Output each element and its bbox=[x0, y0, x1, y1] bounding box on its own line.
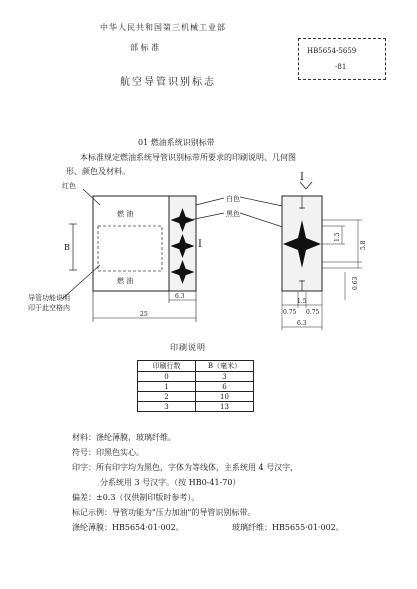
section-mark-left: I bbox=[198, 239, 202, 250]
dim-B: B bbox=[64, 243, 70, 252]
page-title: 航空导管识别标志 bbox=[120, 77, 216, 88]
footer-polyester: 涤纶薄膜：HB5654·01·002。 bbox=[72, 523, 184, 532]
standard-number-line2: -81 bbox=[335, 63, 347, 71]
note-tolerance: 偏差：±0.3（仅供制印版时参考）。 bbox=[72, 493, 200, 502]
print-table bbox=[137, 360, 254, 412]
table-cell: 6 bbox=[196, 382, 254, 392]
dim-1-5-b: 1.5 bbox=[297, 298, 307, 305]
band-text-top: 燃 油 bbox=[117, 210, 134, 218]
table-row bbox=[138, 402, 254, 412]
dim-left-6-3: 6.3 bbox=[175, 293, 185, 300]
dim-detail-6-3: 6.3 bbox=[297, 320, 307, 327]
note-print-2: 分系统用 3 号汉字。（按 HB0-41-70） bbox=[100, 478, 241, 487]
note-symbol: 符号：印黑色实心。 bbox=[72, 448, 144, 457]
print-table-heading: 印刷说明 bbox=[170, 343, 206, 352]
label-func-2: 印于此空格内 bbox=[28, 304, 70, 312]
table-cell: 10 bbox=[196, 392, 254, 402]
table-cell: 2 bbox=[138, 392, 196, 402]
dim-0-63: 0.63 bbox=[352, 276, 359, 290]
label-white: 白色 bbox=[226, 195, 240, 203]
standard-number-line1: HB5654-5659 bbox=[307, 47, 357, 55]
footer-fiberglass: 玻璃纤维：HB5655·01·002。 bbox=[232, 523, 344, 532]
note-print-1: 印字：所有印字均为黑色，字体为等线体，主系统用 4 号汉字， bbox=[72, 463, 299, 472]
label-black: 黑色 bbox=[226, 210, 240, 218]
label-func-1: 导管功能说明 bbox=[28, 294, 70, 302]
note-material: 材料：涤纶薄膜，玻璃纤维。 bbox=[72, 433, 176, 442]
note-example: 标记示例：导管功能为"压力加油"的导管识别标带。 bbox=[72, 508, 256, 517]
dim-left-25: 25 bbox=[140, 311, 148, 318]
table-cell: 3 bbox=[196, 372, 254, 382]
dim-5-8: 5.8 bbox=[360, 240, 367, 250]
section-heading: 01 燃油系统识别标带 bbox=[138, 138, 215, 147]
dim-0-75-b: 0.75 bbox=[306, 309, 320, 316]
table-header-lines: 印刷行数 bbox=[138, 361, 196, 372]
label-red: 红色 bbox=[62, 182, 76, 190]
intro-line-2: 形、颜色及材料。 bbox=[66, 167, 130, 176]
table-cell: 1 bbox=[138, 382, 196, 392]
dim-1-5-a: 1.5 bbox=[334, 232, 341, 242]
table-row bbox=[138, 382, 254, 392]
func-print-area bbox=[98, 226, 162, 271]
table-cell: 13 bbox=[196, 402, 254, 412]
table-cell: 3 bbox=[138, 402, 196, 412]
intro-line-1: 本标准规定燃油系统导管识别标带所要求的印刷说明、几何图 bbox=[80, 153, 296, 162]
standard-level: 部 标 准 bbox=[130, 43, 160, 52]
table-header-row bbox=[138, 361, 254, 372]
table-row bbox=[138, 372, 254, 382]
dim-0-75-a: 0.75 bbox=[283, 309, 297, 316]
ministry-name: 中华人民共和国第三机械工业部 bbox=[100, 23, 226, 32]
table-cell: 0 bbox=[138, 372, 196, 382]
table-header-b: B（毫米） bbox=[196, 361, 254, 372]
section-mark-right: I bbox=[300, 172, 304, 183]
band-text-bottom: 燃 油 bbox=[117, 277, 134, 285]
table-row bbox=[138, 392, 254, 402]
